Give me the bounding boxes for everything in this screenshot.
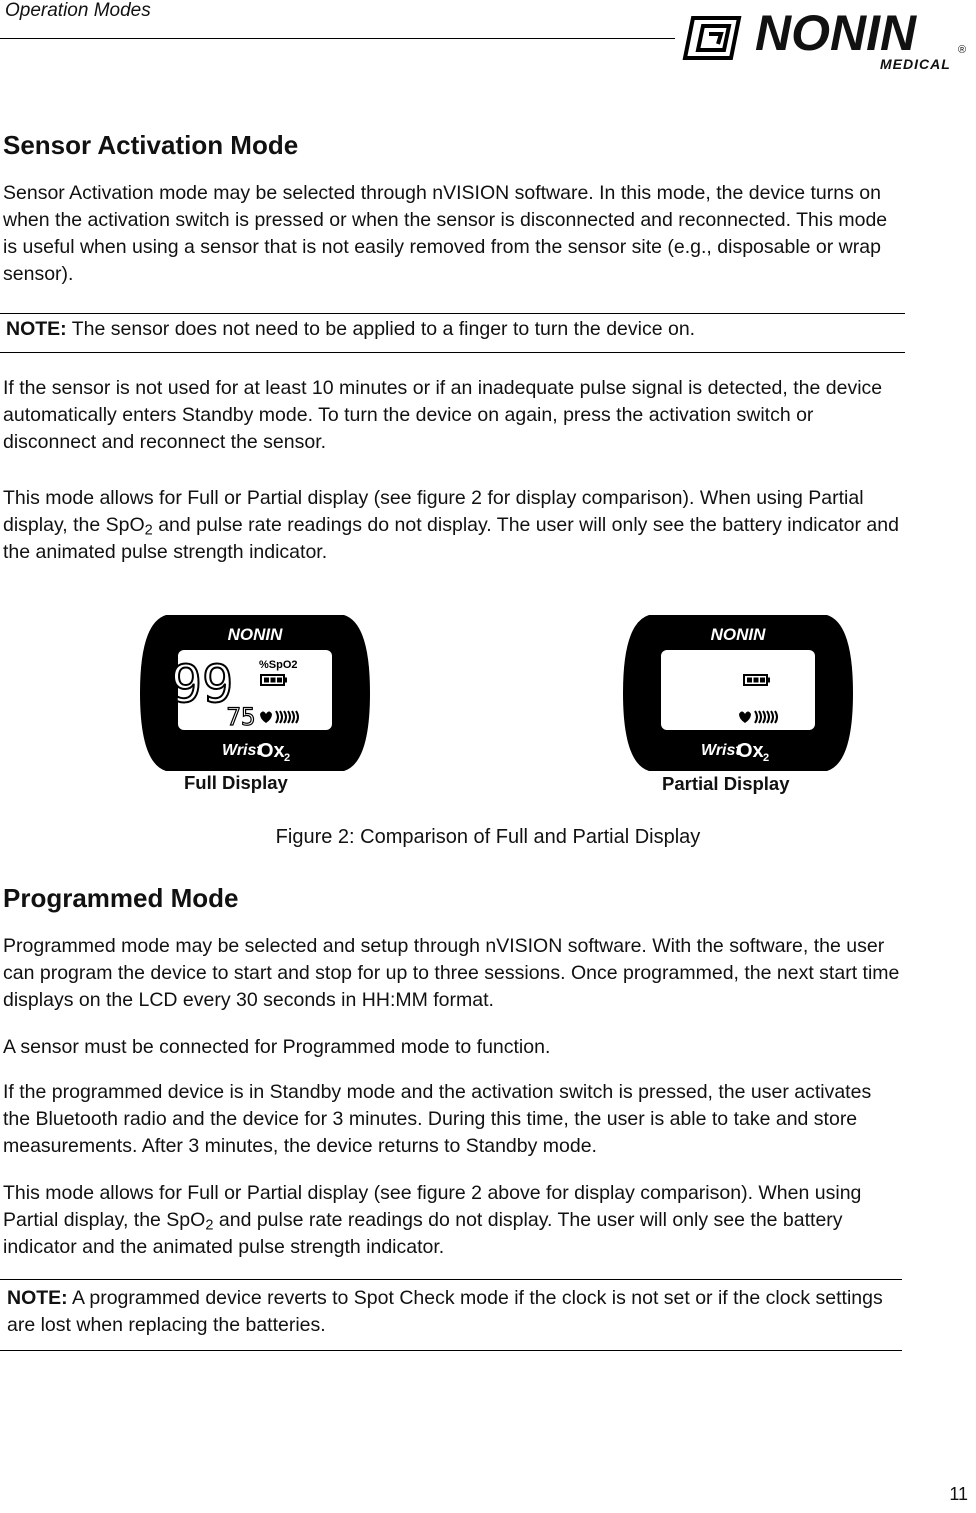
programmed-paragraph-3: If the programmed device is in Standby mode and the activation switch is pressed, the user activates the Bluetooth radio and the device for 3 minutes. During this time, the user is able to take and store measurements. After 3 minutes, the device returns to Standby mode. [3,1081,872,1157]
battery-icon-full [261,675,287,685]
p4-sub: 2 [205,1217,214,1234]
note-box-programmed [0,1279,902,1351]
full-display-device [138,613,372,773]
pulse-readout: 75 [226,703,256,731]
p3-part-b: and pulse rate readings do not display. The user will only see the battery indicator and the animated pulse strength indicator. [3,514,899,563]
figure-caption: Figure 2: Comparison of Full and Partial Display [275,826,701,848]
p4-part-b: and pulse rate readings do not display. The user will only see the battery indicator and the animated pulse strength indicator. [3,1209,843,1258]
device-model-sub-full: 2 [284,752,291,764]
note-box-sensor [0,313,905,353]
p4-part-a: This mode allows for Full or Partial display (see figure 2 above for display comparison). When using Partial display, the SpO [3,1182,862,1231]
nonin-logo-text: NONIN [755,5,917,61]
partial-display-label: Partial Display [662,773,790,794]
note-label-programmed: NOTE: [7,1287,68,1309]
device-model-wrist-full: Wrist [222,742,262,759]
device-model-ox-partial: Ox [737,740,764,762]
programmed-paragraph-2: A sensor must be connected for Programmed mode to function. [3,1036,551,1058]
section-title: Operation Modes [5,0,151,21]
note-label: NOTE: [6,318,67,340]
note-programmed-text [0,1280,892,1339]
sensor-activation-paragraph-2: If the sensor is not used for at least 10 minutes or if an inadequate pulse signal is detected, the device automatically enters Standby mode. To turn the device on again, press the activation switch or disconnect and reconnect the sensor. [3,377,883,453]
sensor-activation-paragraph-3 [3,485,903,566]
battery-icon-partial [744,675,770,685]
full-display-label: Full Display [184,772,288,793]
device-brand-partial: NONIN [710,625,766,644]
device-model-ox-full: Ox [258,740,285,762]
note-sensor-text [0,314,905,343]
programmed-paragraph-4 [3,1180,903,1261]
heading-sensor-activation: Sensor Activation Mode [3,130,299,160]
page-number: 11 [949,1484,968,1504]
header-rule [0,38,675,39]
note-body-programmed: A programmed device reverts to Spot Check mode if the clock is not set or if the clock settings are lost when replacing the batteries. [7,1287,883,1336]
p3-sub: 2 [144,522,153,539]
registered-mark: ® [958,44,967,56]
spo2-readout: 99 [170,655,234,715]
sensor-activation-paragraph-1: Sensor Activation mode may be selected through nVISION software. In this mode, the device turns on when the activation switch is pressed or when the sensor is disconnected and reconnected. This mode is useful when using a sensor that is not easily removed from the sensor site (e.g., disposable or wrap sensor). [3,182,888,285]
device-model-wrist-partial: Wrist [701,742,741,759]
partial-display-device [621,613,855,773]
p3-part-a: This mode allows for Full or Partial display (see figure 2 for display comparison). When using Partial display, the SpO [3,487,864,536]
logo-medical-text: MEDICAL [880,56,951,72]
programmed-paragraph-1: Programmed mode may be selected and setup through nVISION software. With the software, the user can program the device to start and stop for up to three sessions. Once programmed, the next start time displays on the LCD every 30 seconds in HH:MM format. [3,935,900,1011]
device-model-sub-partial: 2 [763,752,770,764]
note-body: The sensor does not need to be applied to a finger to turn the device on. [66,318,696,340]
heading-programmed-mode: Programmed Mode [3,883,239,913]
device-brand-full: NONIN [227,625,283,644]
spo2-unit-label: %SpO2 [259,659,298,671]
